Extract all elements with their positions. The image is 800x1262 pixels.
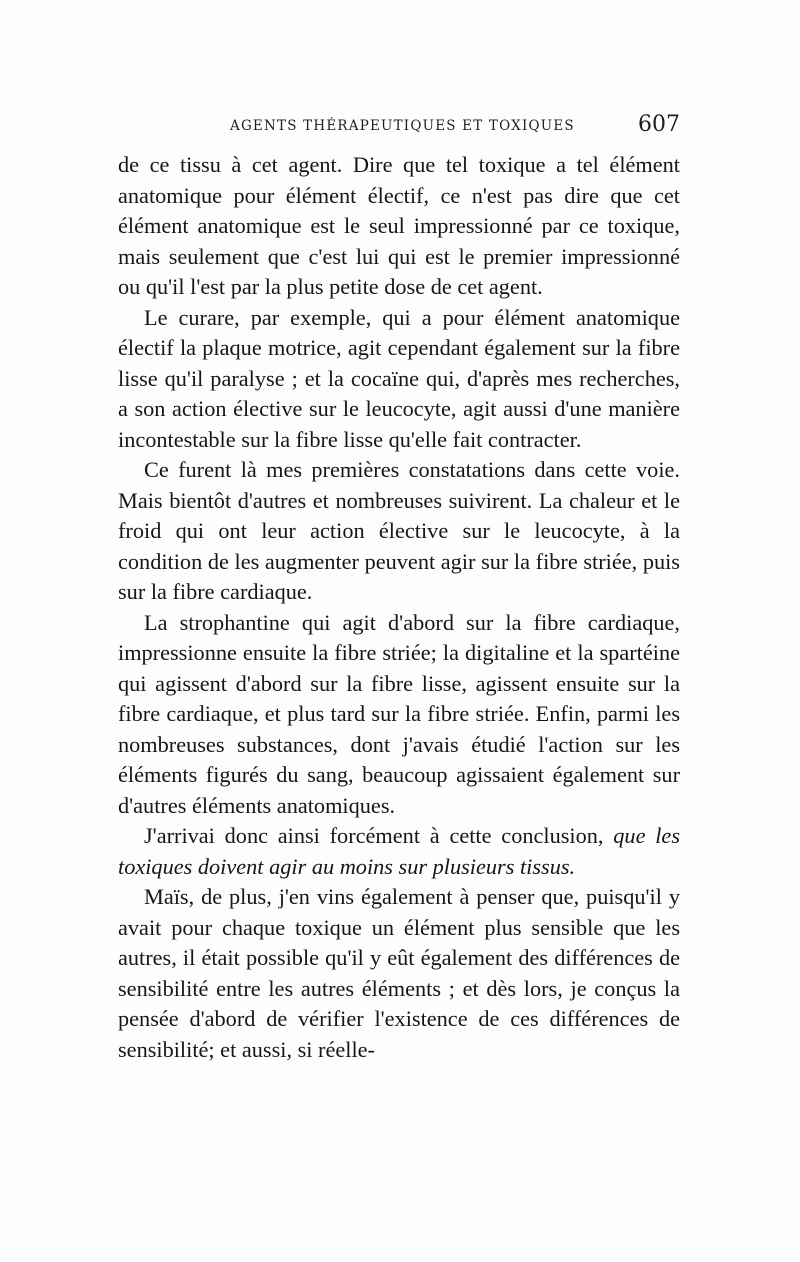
body-text <box>118 150 680 1065</box>
paragraph-6: Maïs, de plus, j'en vins également à penser que, puisqu'il y avait pour chaque toxique un élément plus sensible que les autres, il était possible qu'il y eût également des différences de sensibilité entre les autres éléments ; et dès lors, je conçus la pensée d'abord de vérifier l'existence de ces différences de sensibilité; et aussi, si réelle- <box>118 884 680 1062</box>
running-title: AGENTS THÉRAPEUTIQUES ET TOXIQUES <box>230 118 575 134</box>
paragraph-3: Ce furent là mes premières constatations dans cette voie. Mais bientôt d'autres et nombreuses suivirent. La chaleur et le froid qui ont leur action élective sur le leucocyte, à la condition de les augmenter peuvent agir sur la fibre striée, puis sur la fibre cardiaque. <box>118 457 680 604</box>
paragraph-4: La strophantine qui agit d'abord sur la fibre cardiaque, impressionne ensuite la fibre striée; la digitaline et la spartéine qui agissent d'abord sur la fibre lisse, agissent ensuite sur la fibre cardiaque, et plus tard sur la fibre striée. Enfin, parmi les nombreuses substances, dont j'avais étudié l'action sur les éléments figurés du sang, beaucoup agissaient également sur d'autres éléments anatomiques. <box>118 609 680 818</box>
paragraph-1: de ce tissu à cet agent. Dire que tel toxique a tel élément anatomique pour élément électif, ce n'est pas dire que cet élément anatomique est le seul impressionné par ce toxique, mais seulement que c'est lui qui est le premier impressionné ou qu'il l'est par la plus petite dose de cet agent. <box>118 152 680 299</box>
paragraph-5 <box>118 821 680 882</box>
paragraph-5-text: J'arrivai donc ainsi forcément à cette conclusion, <box>144 823 604 848</box>
conclusion-italic: que les toxiques doivent agir au moins sur plusieurs tissus. <box>118 823 680 879</box>
paragraph-2: Le curare, par exemple, qui a pour élément anatomique électif la plaque motrice, agit cependant également sur la fibre lisse qu'il paralyse ; et la cocaïne qui, d'après mes recherches, a son action élective sur le leucocyte, agit aussi d'une manière incontestable sur la fibre lisse qu'elle fait contracter. <box>118 304 680 452</box>
page-number: 607 <box>638 112 680 137</box>
page-header <box>118 112 680 142</box>
